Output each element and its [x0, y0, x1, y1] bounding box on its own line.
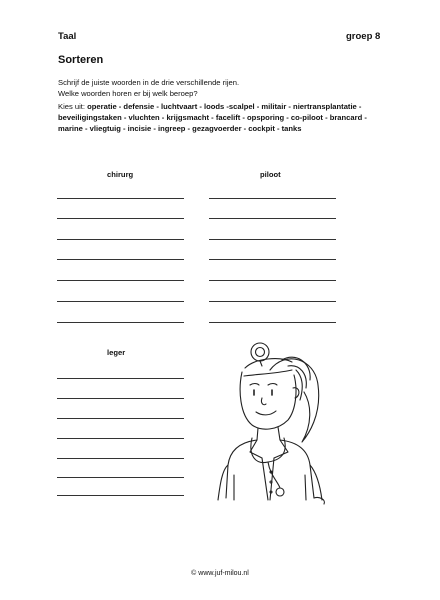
column-heading-chirurg: chirurg [107, 170, 134, 179]
answer-line[interactable] [57, 438, 184, 439]
answer-line[interactable] [57, 198, 184, 199]
answer-line[interactable] [209, 239, 336, 240]
answer-line[interactable] [57, 477, 184, 478]
answer-line[interactable] [57, 495, 184, 496]
answer-line[interactable] [57, 398, 184, 399]
answer-line[interactable] [57, 280, 184, 281]
answer-line[interactable] [57, 418, 184, 419]
answer-line[interactable] [209, 322, 336, 323]
doctor-illustration [200, 330, 340, 505]
answer-line[interactable] [209, 198, 336, 199]
column-heading-leger: leger [107, 348, 126, 357]
answer-line[interactable] [209, 218, 336, 219]
answer-line[interactable] [57, 239, 184, 240]
answer-line[interactable] [209, 259, 336, 260]
footer-copyright: © www.juf-milou.nl [191, 570, 249, 577]
worksheet-title: Sorteren [58, 54, 104, 66]
word-bank-words: operatie - defensie - luchtvaart - loods -scalpel - militair - niertransplantatie - beveiligingstaken - vluchten - krijgsmacht - facelift - opsporing - co-piloot - brancard - marine - vliegtuig - incisie - ingreep - gezagvoerder - cockpit - tanks [58, 102, 367, 134]
instruction-line: Schrijf de juiste woorden in de drie verschillende rijen. [58, 78, 240, 87]
answer-line[interactable] [57, 378, 184, 379]
answer-line[interactable] [57, 218, 184, 219]
answer-line[interactable] [209, 280, 336, 281]
word-bank [58, 101, 378, 135]
subject-label: Taal [58, 31, 77, 42]
answer-line[interactable] [57, 259, 184, 260]
answer-line[interactable] [209, 301, 336, 302]
group-label: groep 8 [346, 31, 381, 42]
answer-line[interactable] [57, 301, 184, 302]
instruction-line: Welke woorden horen er bij welk beroep? [58, 89, 198, 98]
column-heading-piloot: piloot [260, 170, 281, 179]
answer-line[interactable] [57, 458, 184, 459]
word-bank-prefix: Kies uit: [58, 102, 86, 111]
instructions [58, 77, 239, 99]
answer-line[interactable] [57, 322, 184, 323]
